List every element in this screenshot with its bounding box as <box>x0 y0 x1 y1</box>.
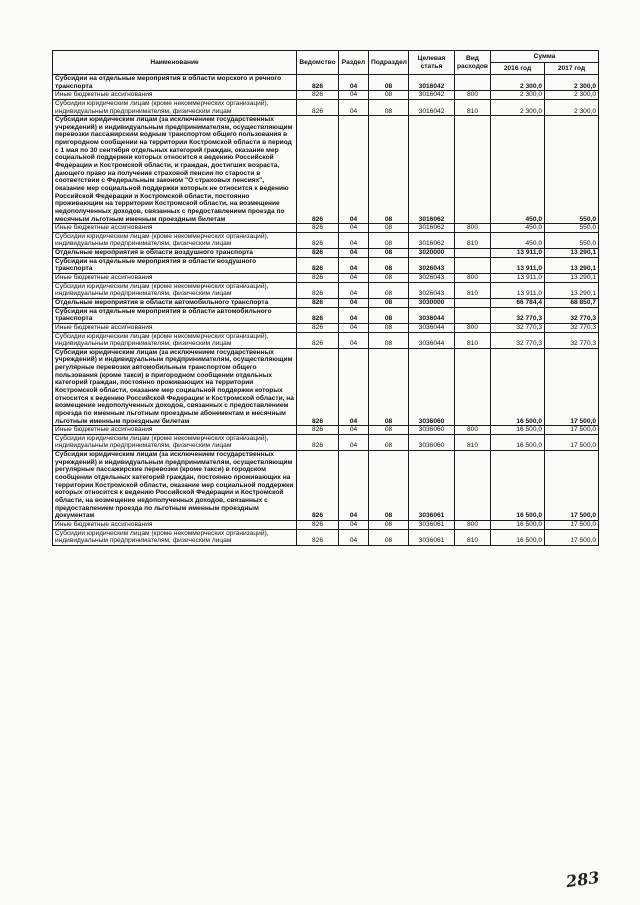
table-row <box>53 434 599 450</box>
table-header <box>53 51 599 75</box>
row-dept: 826 <box>297 426 339 435</box>
row-subsection: 08 <box>369 91 409 100</box>
row-target: 3036060 <box>409 348 455 425</box>
row-target: 3036060 <box>409 426 455 435</box>
row-dept: 826 <box>297 224 339 233</box>
row-dept: 826 <box>297 232 339 248</box>
row-section: 04 <box>339 451 369 521</box>
row-subsection: 08 <box>369 451 409 521</box>
row-exp-type <box>455 348 491 425</box>
header-exp-type: Вид расходов <box>455 51 491 75</box>
row-name: Субсидии юридическим лицам (за исключением государственных учреждений) и индивидуальным предпринимателям, осуществляющим регулярные пассажирские перевозки (кроме такси) в городском сообщении отдельных категорий граждан, постоянно проживающих на территории Костромской области, оказание мер социальной поддержки которых относится к ведению Российской Федерации и Костромской области, на возмещение недополученных доходов, связанных с предоставлением проезда по льготным именным проездным документам <box>53 451 297 521</box>
row-section: 04 <box>339 307 369 323</box>
row-sum-2017: 17 500,0 <box>545 426 599 435</box>
table-row <box>53 249 599 258</box>
row-sum-2017: 2 300,0 <box>545 75 599 91</box>
row-subsection: 08 <box>369 434 409 450</box>
row-exp-type: 800 <box>455 274 491 283</box>
row-sum-2017: 13 290,1 <box>545 249 599 258</box>
row-sum-2017: 17 500,0 <box>545 348 599 425</box>
row-subsection: 08 <box>369 99 409 115</box>
row-section: 04 <box>339 426 369 435</box>
row-section: 04 <box>339 232 369 248</box>
row-subsection: 08 <box>369 257 409 273</box>
row-sum-2016: 13 911,0 <box>491 257 545 273</box>
row-exp-type <box>455 451 491 521</box>
row-dept: 826 <box>297 323 339 332</box>
row-sum-2016: 16 500,0 <box>491 451 545 521</box>
header-year-2016: 2016 год <box>491 63 545 75</box>
row-section: 04 <box>339 75 369 91</box>
row-sum-2017: 550,0 <box>545 116 599 224</box>
row-exp-type: 800 <box>455 520 491 529</box>
row-name: Иные бюджетные ассигнования <box>53 426 297 435</box>
row-dept: 826 <box>297 99 339 115</box>
row-sum-2016: 16 500,0 <box>491 348 545 425</box>
row-subsection: 08 <box>369 307 409 323</box>
row-name: Отдельные мероприятия в области воздушного транспорта <box>53 249 297 258</box>
row-exp-type <box>455 298 491 307</box>
table-row <box>53 451 599 521</box>
row-subsection: 08 <box>369 75 409 91</box>
row-target: 3030000 <box>409 298 455 307</box>
row-exp-type: 810 <box>455 332 491 348</box>
table-row <box>53 529 599 545</box>
row-section: 04 <box>339 249 369 258</box>
row-sum-2016: 13 911,0 <box>491 274 545 283</box>
row-sum-2017: 17 500,0 <box>545 451 599 521</box>
row-name: Отдельные мероприятия в области автомобильного транспорта <box>53 298 297 307</box>
row-section: 04 <box>339 99 369 115</box>
row-subsection: 08 <box>369 332 409 348</box>
row-name: Иные бюджетные ассигнования <box>53 224 297 233</box>
row-name: Субсидии на отдельные мероприятия в области морского и речного транспорта <box>53 75 297 91</box>
row-subsection: 08 <box>369 249 409 258</box>
row-section: 04 <box>339 274 369 283</box>
row-name: Субсидии на отдельные мероприятия в области воздушного транспорта <box>53 257 297 273</box>
row-dept: 826 <box>297 298 339 307</box>
row-target: 3016062 <box>409 116 455 224</box>
row-target: 3036044 <box>409 323 455 332</box>
row-subsection: 08 <box>369 224 409 233</box>
row-sum-2017: 68 850,7 <box>545 298 599 307</box>
row-section: 04 <box>339 323 369 332</box>
row-name: Субсидии юридическим лицам (кроме некоммерческих организаций), индивидуальным предпринимателям, физическим лицам <box>53 434 297 450</box>
row-target: 3036060 <box>409 434 455 450</box>
row-dept: 826 <box>297 91 339 100</box>
row-name: Субсидии юридическим лицам (за исключением государственных учреждений) и индивидуальным предпринимателям, осуществляющим регулярные перевозки автомобильным транспортом общего пользования (кроме такси) в пригородном сообщении отдельных категорий граждан, постоянно проживающих на территории Костромской области, оказание мер социальной поддержки которых относится к ведению Российской Федерации и Костромской области, на возмещение недополученных доходов, связанных с предоставлением проезда по именным льготным проездным абонементам и месячным льготным именным проездным билетам <box>53 348 297 425</box>
row-exp-type: 800 <box>455 224 491 233</box>
row-subsection: 08 <box>369 116 409 224</box>
header-target: Целевая статья <box>409 51 455 75</box>
table-row <box>53 298 599 307</box>
row-name: Субсидии юридическим лицам (за исключением государственных учреждений) и индивидуальным предпринимателям, осуществляющим перевозки пассажирским водным транспортом общего пользования в пригородном сообщении на территории Костромской области в период с 1 мая по 30 сентября отдельных категорий граждан, оказание мер социальной поддержки которых относится к ведению Российской Федерации и Костромской области, и граждан, достигших возраста, дающего право на получение страховой пенсии по старости в соответствии с Федеральным законом "О страховых пенсиях", оказание мер социальной поддержки которых не относится к ведению Российской Федерации и Костромской области, постоянно проживающим на территории Костромской области, на возмещение недополученных доходов, связанных с предоставлением проезда по месячным льготным именным проездным билетам <box>53 116 297 224</box>
row-exp-type <box>455 307 491 323</box>
row-sum-2017: 13 290,1 <box>545 274 599 283</box>
row-sum-2016: 450,0 <box>491 232 545 248</box>
row-sum-2016: 32 770,3 <box>491 323 545 332</box>
row-dept: 826 <box>297 451 339 521</box>
row-subsection: 08 <box>369 529 409 545</box>
row-target: 3020000 <box>409 249 455 258</box>
row-name: Иные бюджетные ассигнования <box>53 91 297 100</box>
table-row <box>53 224 599 233</box>
row-sum-2016: 13 911,0 <box>491 282 545 298</box>
row-sum-2016: 16 500,0 <box>491 520 545 529</box>
table-body <box>53 75 599 546</box>
table-row <box>53 232 599 248</box>
row-sum-2017: 32 770,3 <box>545 307 599 323</box>
row-dept: 826 <box>297 116 339 224</box>
row-dept: 826 <box>297 332 339 348</box>
row-target: 3016062 <box>409 232 455 248</box>
row-subsection: 08 <box>369 298 409 307</box>
row-target: 3016042 <box>409 99 455 115</box>
row-sum-2016: 450,0 <box>491 224 545 233</box>
row-sum-2017: 550,0 <box>545 224 599 233</box>
row-sum-2016: 2 300,0 <box>491 99 545 115</box>
row-name: Субсидии юридическим лицам (кроме некоммерческих организаций), индивидуальным предпринимателям, физическим лицам <box>53 282 297 298</box>
row-sum-2016: 32 770,3 <box>491 307 545 323</box>
header-name: Наименование <box>53 51 297 75</box>
row-subsection: 08 <box>369 232 409 248</box>
row-sum-2016: 16 500,0 <box>491 434 545 450</box>
row-dept: 826 <box>297 348 339 425</box>
row-exp-type: 810 <box>455 434 491 450</box>
row-target: 3026043 <box>409 257 455 273</box>
row-name: Иные бюджетные ассигнования <box>53 520 297 529</box>
row-section: 04 <box>339 434 369 450</box>
table-row <box>53 307 599 323</box>
row-sum-2017: 17 500,0 <box>545 434 599 450</box>
row-exp-type <box>455 257 491 273</box>
row-dept: 826 <box>297 249 339 258</box>
row-sum-2016: 2 300,0 <box>491 75 545 91</box>
row-sum-2016: 16 500,0 <box>491 426 545 435</box>
header-dept: Ведомство <box>297 51 339 75</box>
row-exp-type: 800 <box>455 91 491 100</box>
row-sum-2017: 17 500,0 <box>545 520 599 529</box>
row-name: Субсидии на отдельные мероприятия в области автомобильного транспорта <box>53 307 297 323</box>
row-sum-2017: 32 770,3 <box>545 323 599 332</box>
row-sum-2017: 2 300,0 <box>545 99 599 115</box>
row-section: 04 <box>339 116 369 224</box>
row-dept: 826 <box>297 307 339 323</box>
row-sum-2017: 550,0 <box>545 232 599 248</box>
row-target: 3036061 <box>409 520 455 529</box>
row-target: 3016062 <box>409 224 455 233</box>
row-sum-2016: 66 784,4 <box>491 298 545 307</box>
table-row <box>53 332 599 348</box>
row-name: Субсидии юридическим лицам (кроме некоммерческих организаций), индивидуальным предпринимателям, физическим лицам <box>53 332 297 348</box>
table-row <box>53 426 599 435</box>
row-section: 04 <box>339 257 369 273</box>
table-row <box>53 274 599 283</box>
row-name: Субсидии юридическим лицам (кроме некоммерческих организаций), индивидуальным предпринимателям, физическим лицам <box>53 99 297 115</box>
table-row <box>53 116 599 224</box>
row-section: 04 <box>339 91 369 100</box>
row-exp-type: 810 <box>455 529 491 545</box>
header-subsection: Подраздел <box>369 51 409 75</box>
row-subsection: 08 <box>369 323 409 332</box>
row-section: 04 <box>339 348 369 425</box>
header-sum: Сумма <box>491 51 599 63</box>
row-sum-2017: 13 290,1 <box>545 257 599 273</box>
row-target: 3036044 <box>409 332 455 348</box>
row-dept: 826 <box>297 529 339 545</box>
row-sum-2017: 13 290,1 <box>545 282 599 298</box>
table-row <box>53 282 599 298</box>
row-target: 3026043 <box>409 282 455 298</box>
row-section: 04 <box>339 520 369 529</box>
row-dept: 826 <box>297 434 339 450</box>
row-exp-type <box>455 75 491 91</box>
row-target: 3016042 <box>409 75 455 91</box>
table-row <box>53 520 599 529</box>
row-sum-2017: 2 300,0 <box>545 91 599 100</box>
row-dept: 826 <box>297 520 339 529</box>
row-dept: 826 <box>297 75 339 91</box>
page-number: 283 <box>564 867 601 892</box>
row-exp-type: 800 <box>455 323 491 332</box>
row-exp-type <box>455 249 491 258</box>
row-target: 3036061 <box>409 451 455 521</box>
row-target: 3016042 <box>409 91 455 100</box>
row-sum-2017: 32 770,3 <box>545 332 599 348</box>
row-dept: 826 <box>297 282 339 298</box>
header-section: Раздел <box>339 51 369 75</box>
row-target: 3036044 <box>409 307 455 323</box>
row-sum-2016: 450,0 <box>491 116 545 224</box>
row-exp-type <box>455 116 491 224</box>
row-exp-type: 810 <box>455 232 491 248</box>
row-name: Иные бюджетные ассигнования <box>53 274 297 283</box>
row-exp-type: 800 <box>455 426 491 435</box>
row-target: 3036061 <box>409 529 455 545</box>
row-sum-2016: 2 300,0 <box>491 91 545 100</box>
row-section: 04 <box>339 529 369 545</box>
header-year-2017: 2017 год <box>545 63 599 75</box>
row-subsection: 08 <box>369 282 409 298</box>
row-sum-2016: 32 770,3 <box>491 332 545 348</box>
table-row <box>53 323 599 332</box>
row-target: 3026043 <box>409 274 455 283</box>
row-subsection: 08 <box>369 520 409 529</box>
row-name: Субсидии юридическим лицам (кроме некоммерческих организаций), индивидуальным предпринимателям, физическим лицам <box>53 529 297 545</box>
row-sum-2016: 13 911,0 <box>491 249 545 258</box>
row-sum-2017: 17 500,0 <box>545 529 599 545</box>
table-row <box>53 348 599 425</box>
row-exp-type: 810 <box>455 99 491 115</box>
row-name: Субсидии юридическим лицам (кроме некоммерческих организаций), индивидуальным предпринимателям, физическим лицам <box>53 232 297 248</box>
row-section: 04 <box>339 332 369 348</box>
row-section: 04 <box>339 282 369 298</box>
row-subsection: 08 <box>369 426 409 435</box>
table-row <box>53 75 599 91</box>
budget-table <box>52 50 599 546</box>
row-exp-type: 810 <box>455 282 491 298</box>
row-subsection: 08 <box>369 348 409 425</box>
table-row <box>53 257 599 273</box>
row-dept: 826 <box>297 274 339 283</box>
row-subsection: 08 <box>369 274 409 283</box>
row-sum-2016: 16 500,0 <box>491 529 545 545</box>
table-row <box>53 91 599 100</box>
row-section: 04 <box>339 224 369 233</box>
row-section: 04 <box>339 298 369 307</box>
row-name: Иные бюджетные ассигнования <box>53 323 297 332</box>
row-dept: 826 <box>297 257 339 273</box>
table-row <box>53 99 599 115</box>
